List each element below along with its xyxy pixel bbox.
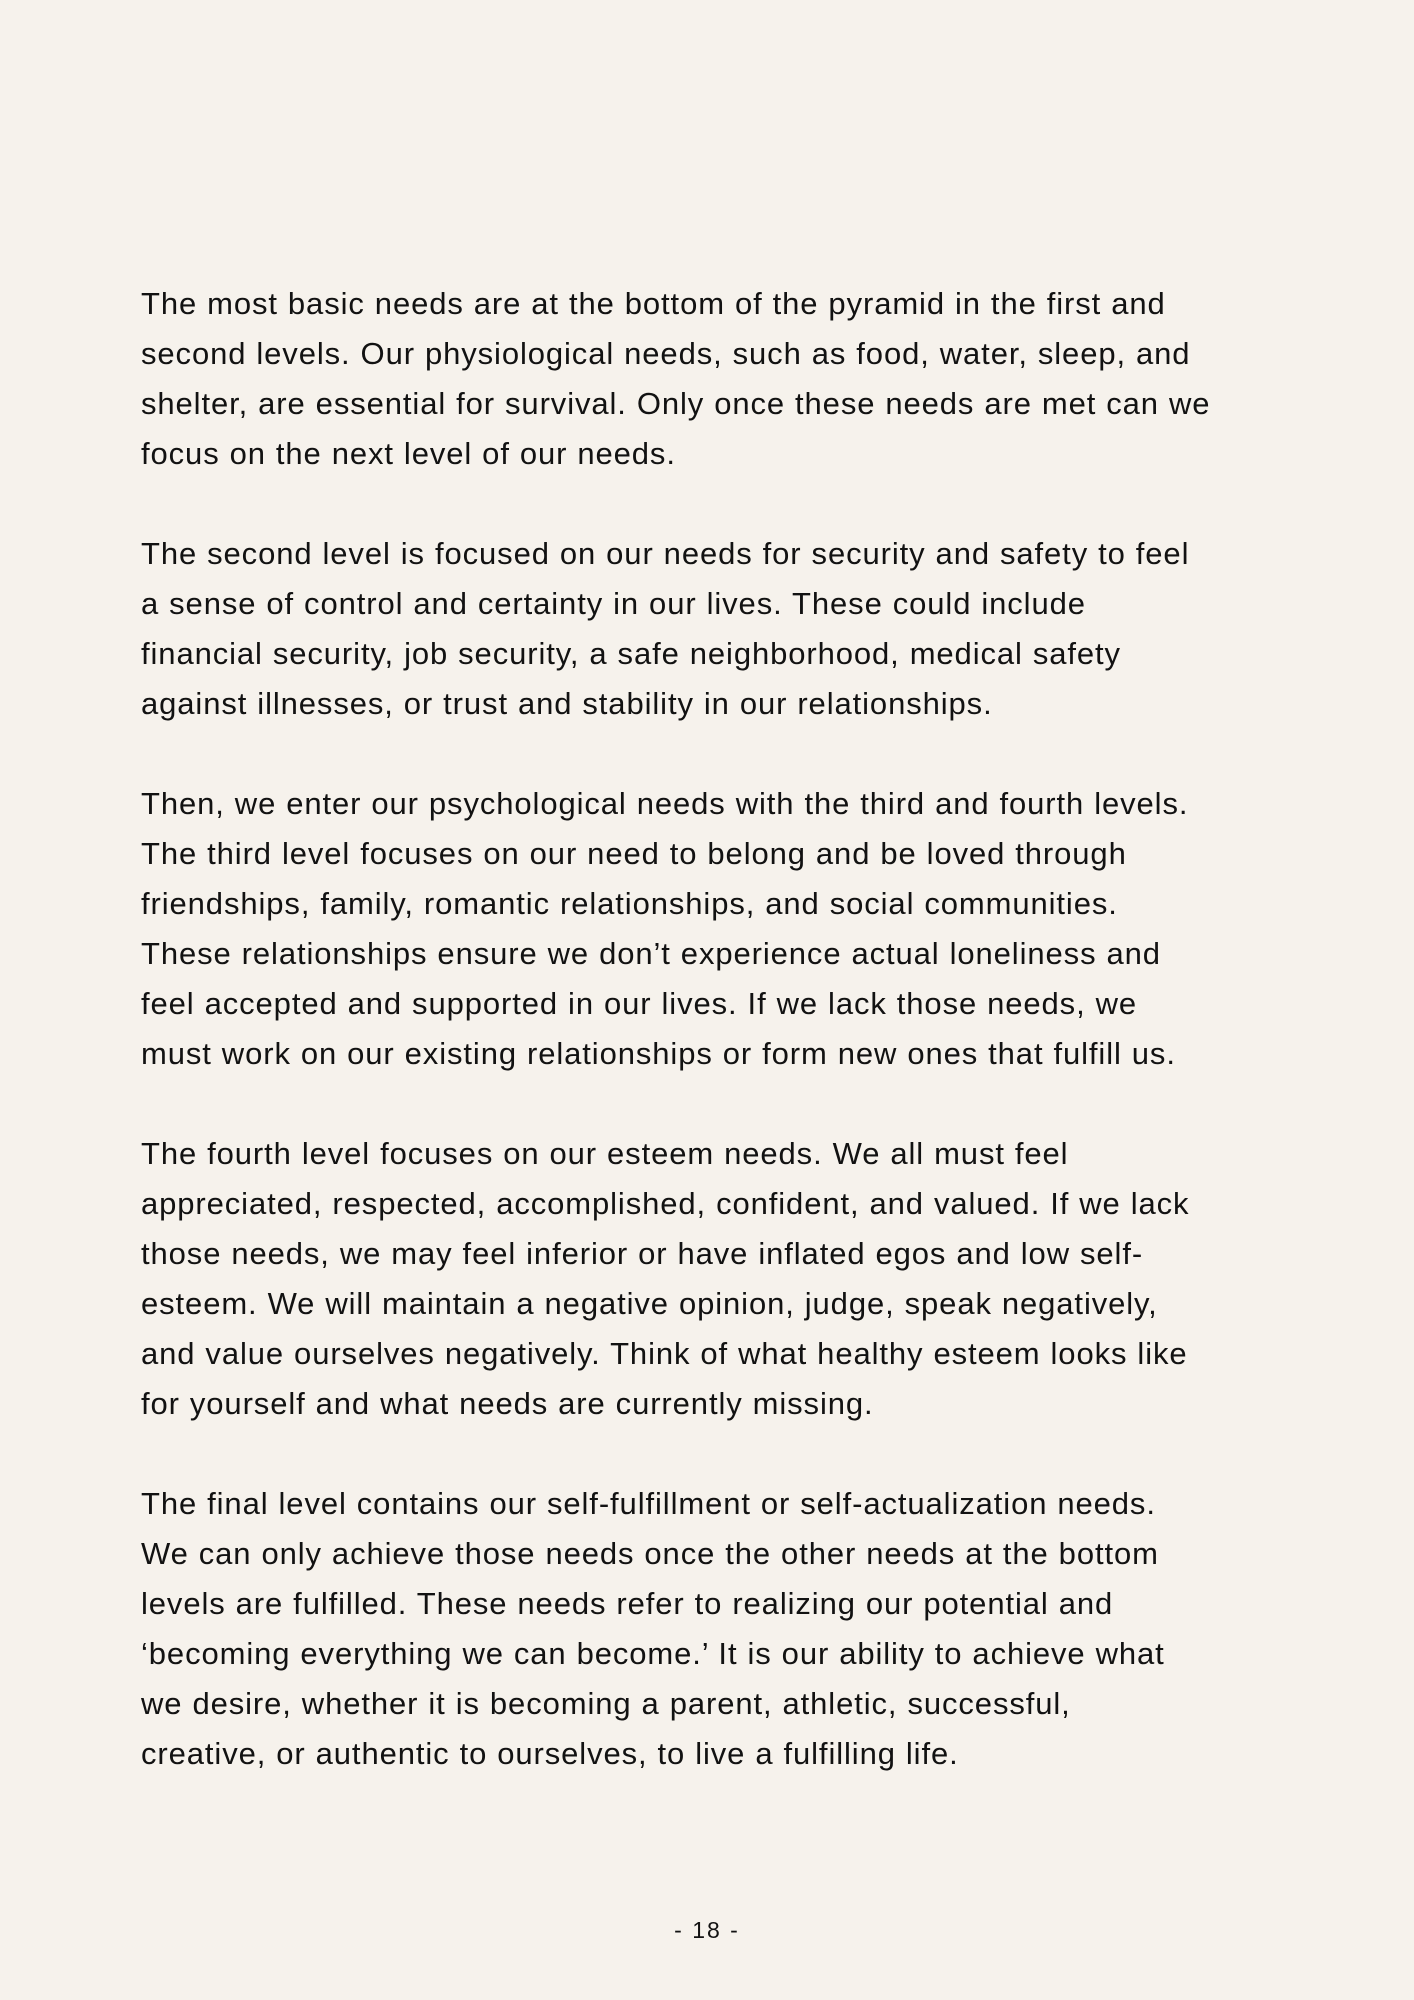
text-line: Then, we enter our psychological needs with the third and fourth levels.: [141, 786, 1189, 821]
text-line: The second level is focused on our needs for security and safety to feel: [141, 536, 1190, 571]
text-line: second levels. Our physiological needs, such as food, water, sleep, and: [141, 336, 1191, 371]
page-number: - 18 -: [674, 1917, 740, 1943]
text-line: These relationships ensure we don’t experience actual loneliness and: [141, 936, 1161, 971]
text-line: focus on the next level of our needs.: [141, 436, 676, 471]
paragraph-self-actualization-needs: [141, 1479, 1281, 1779]
text-line: we desire, whether it is becoming a parent, athletic, successful,: [141, 1686, 1071, 1721]
text-line: for yourself and what needs are currently missing.: [141, 1386, 874, 1421]
text-line: ‘becoming everything we can become.’ It is our ability to achieve what: [141, 1636, 1165, 1671]
text-line: against illnesses, or trust and stability in our relationships.: [141, 686, 993, 721]
paragraph-security-needs: [141, 529, 1281, 729]
text-line: feel accepted and supported in our lives. If we lack those needs, we: [141, 986, 1138, 1021]
text-line: creative, or authentic to ourselves, to live a fulfilling life.: [141, 1736, 959, 1771]
paragraph-esteem-needs: [141, 1129, 1281, 1429]
text-line: friendships, family, romantic relationships, and social communities.: [141, 886, 1118, 921]
paragraph-belonging-needs: [141, 779, 1281, 1079]
text-line: We can only achieve those needs once the other needs at the bottom: [141, 1536, 1159, 1571]
text-line: esteem. We will maintain a negative opinion, judge, speak negatively,: [141, 1286, 1158, 1321]
text-line: financial security, job security, a safe neighborhood, medical safety: [141, 636, 1121, 671]
text-line: those needs, we may feel inferior or have inflated egos and low self-: [141, 1236, 1144, 1271]
paragraph-basic-needs: [141, 279, 1281, 479]
text-line: The most basic needs are at the bottom of the pyramid in the first and: [141, 286, 1166, 321]
text-line: levels are fulfilled. These needs refer to realizing our potential and: [141, 1586, 1114, 1621]
text-line: The fourth level focuses on our esteem needs. We all must feel: [141, 1136, 1069, 1171]
text-line: and value ourselves negatively. Think of what healthy esteem looks like: [141, 1336, 1188, 1371]
text-line: must work on our existing relationships or form new ones that fulfill us.: [141, 1036, 1176, 1071]
text-line: appreciated, respected, accomplished, confident, and valued. If we lack: [141, 1186, 1190, 1221]
body-text: [141, 279, 1281, 1829]
text-line: shelter, are essential for survival. Only once these needs are met can we: [141, 386, 1211, 421]
text-line: a sense of control and certainty in our lives. These could include: [141, 586, 1086, 621]
text-line: The final level contains our self-fulfillment or self-actualization needs.: [141, 1486, 1156, 1521]
text-line: The third level focuses on our need to belong and be loved through: [141, 836, 1127, 871]
